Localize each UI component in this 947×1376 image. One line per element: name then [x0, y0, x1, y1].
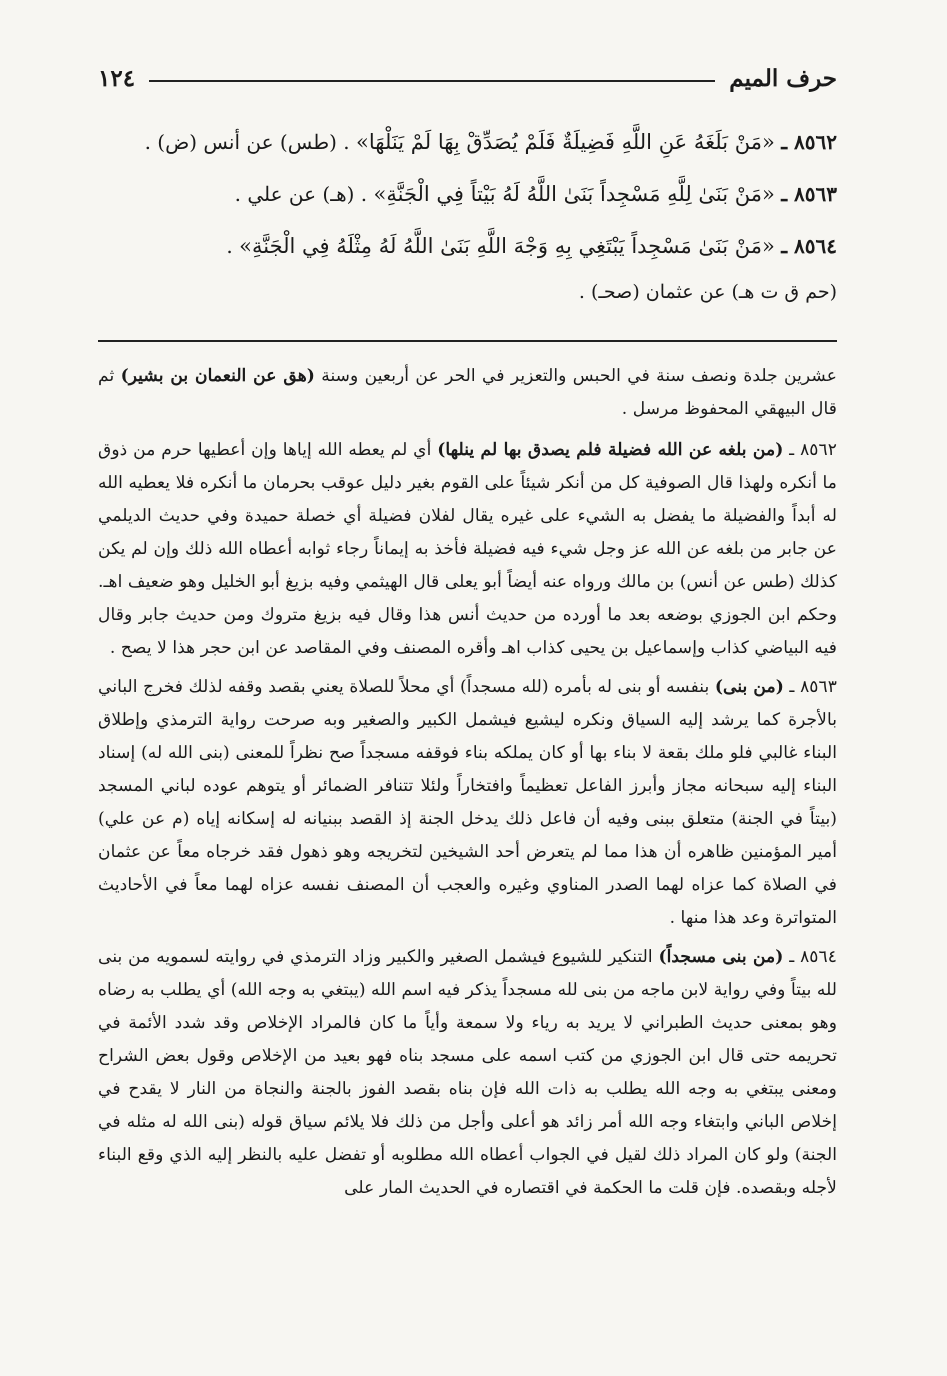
commentary-text: أي لم يعطه الله إياها وإن أعطيها حرم من ذوق ما أنكره ولهذا قال الصوفية كل من أنكر شيئاً على القوم بغير دليل عوقب بحرمان ما أنكره فلا يعطيه الله له أبداً والفضيلة ما يفضل به الشيء على غيره يقال لفلان فضيلة أي خصلة حميدة وفي حديث الديلمي عن جابر من بلغه عن الله عز وجل شيء فيه فضيلة فأخذ به إيماناً رجاء ثوابه أعطاه الله ذلك وإن لم يكن كذلك (طس عن أنس) بن مالك ورواه عنه أيضاً أبو يعلى قال الهيثمي وفيه بزيغ أبو الخليل وهو ضعيف اهـ. وحكم ابن الجوزي بوضعه بعد ما أورده من حديث أنس هذا وقال فيه بزيغ متروك ومن حديث جابر وقال فيه البياضي كذاب وإسماعيل بن يحيى كذاب اهـ وأقره المصنف وفي المقاصد عن ابن حجر هذا لا يصح .: [98, 440, 837, 658]
chapter-title: حرف الميم: [729, 64, 837, 92]
commentary-section: [98, 360, 837, 1205]
page-number: ١٢٤: [98, 64, 136, 92]
commentary-text: التنكير للشيوع فيشمل الصغير والكبير وزاد الترمذي في روايته لسمويه من بنى لله بيتاً وفي رواية لابن ماجه من بنى لله مسجداً يذكر فيه اسم الله (يبتغي به وجه الله) أي يطلب به رضاه وهو بمعنى حديث الطبراني لا يريد به رياء ولا سمعة وأياً ما كان فالمراد الإخلاص وقد شدد الأئمة في تحريمه حتى قال ابن الجوزي من كتب اسمه على مسجد بناه فهو بعيد من الإخلاص وقول بعض الشراح ومعنى يبتغي به وجه الله يطلب به ذات الله فإن بناه بقصد الفوز بالجنة والنجاة من النار لا يقدح في إخلاص الباني وابتغاء وجه الله أمر زائد هو أعلى وأجل من ذلك فلا يلائم سياق قوله (بنى الله له مثله في الجنة) ولو كان المراد ذلك لقيل في الجواب أعطاه الله مطلوبه أو تفضل عليه بالنظر إليه الذي وقع البناء لأجله وبقصده. فإن قلت ما الحكمة في اقتصاره في الحديث المار على: [98, 947, 837, 1198]
footnote-divider: [98, 340, 837, 342]
hadith-8562: [98, 116, 837, 168]
header-rule: [149, 80, 715, 82]
commentary-bold: (من بنى مسجداً): [658, 947, 784, 967]
page-header: [98, 58, 837, 98]
commentary-bold: (من بلغه عن الله فضيلة فلم يصدق بها لم ينلها): [437, 440, 784, 460]
hadith-number: ٨٥٦٢ ـ: [781, 130, 837, 154]
hadith-text: «مَنْ بَنَىٰ مَسْجِداً يَبْتَغِي بِهِ وَجْهَ اللَّهِ بَنَىٰ اللَّهُ لَهُ مِثْلَهُ فِي الْجَنَّةِ»: [239, 234, 775, 258]
commentary-paragraph: [98, 671, 837, 935]
commentary-number: ٨٥٦٢ ـ: [783, 440, 837, 460]
hadith-number: ٨٥٦٣ ـ: [781, 182, 837, 206]
commentary-number: ٨٥٦٤ ـ: [783, 947, 837, 967]
commentary-text: ثم قال البيهقي المحفوظ مرسل .: [98, 366, 837, 419]
hadith-text: «مَنْ بَنَىٰ لِلَّهِ مَسْجِداً بَنَىٰ اللَّهُ لَهُ بَيْتاً فِي الْجَنَّةِ»: [373, 182, 775, 206]
hadith-source: . (طس) عن أنس (ض) .: [144, 130, 350, 154]
commentary-number: ٨٥٦٣ ـ: [783, 677, 837, 697]
hadith-number: ٨٥٦٤ ـ: [781, 234, 837, 258]
hadith-8564-source: (حم ق ت هـ) عن عثمان (صحـ) .: [578, 281, 837, 303]
commentary-paragraph: [98, 360, 837, 426]
hadith-section: [98, 116, 837, 312]
commentary-paragraph: [98, 941, 837, 1205]
hadith-source: . (هـ) عن علي .: [234, 182, 368, 206]
hadith-text: «مَنْ بَلَغَهُ عَنِ اللَّهِ فَضِيلَةٌ فَلَمْ يُصَدِّقْ بِهَا لَمْ يَنَلْهَا»: [356, 130, 775, 154]
commentary-bold: (هق عن النعمان بن بشير): [120, 366, 315, 386]
commentary-text: بنفسه أو بنى له بأمره (لله مسجداً) أي محلاً للصلاة يعني بقصد وقفه لذلك فخرج الباني بالأجرة كما يرشد إليه السياق ونكره ليشيع فيشمل الكبير والصغير وبه صرحت رواية الترمذي وإطلاق البناء غالبي فلو ملك بقعة لا بناء بها أو كان يملكه بناء فوقفه مسجداً صح نظراً للمعنى (بنى الله له) إسناد البناء إليه سبحانه مجاز وأبرز الفاعل تعظيماً وافتخاراً ولئلا تتنافر الضمائر أو يتوهم عوده لباني المسجد (بيتاً في الجنة) متعلق ببنى وفيه أن فاعل ذلك يدخل الجنة إذ القصد ببنيانه له إسكانه إياه (م عن علي) أمير المؤمنين ظاهره أن هذا مما لم يتعرض أحد الشيخين لتخريجه وهو ذهول فقد خرجاه معاً عن عثمان في الصلاة كما عزاه لهما الصدر المناوي وغيره والعجب أن المصنف نفسه عزاه لهما معاً في الأحاديث المتواترة وعد هذا منها .: [98, 677, 837, 928]
hadith-8563: [98, 168, 837, 220]
commentary-bold: (من بنى): [714, 677, 784, 697]
commentary-paragraph: [98, 434, 837, 665]
commentary-text: عشرين جلدة ونصف سنة في الحبس والتعزير في الحر عن أربعين وسنة: [314, 366, 837, 386]
hadith-source: .: [226, 234, 233, 258]
hadith-8564: [98, 220, 837, 272]
